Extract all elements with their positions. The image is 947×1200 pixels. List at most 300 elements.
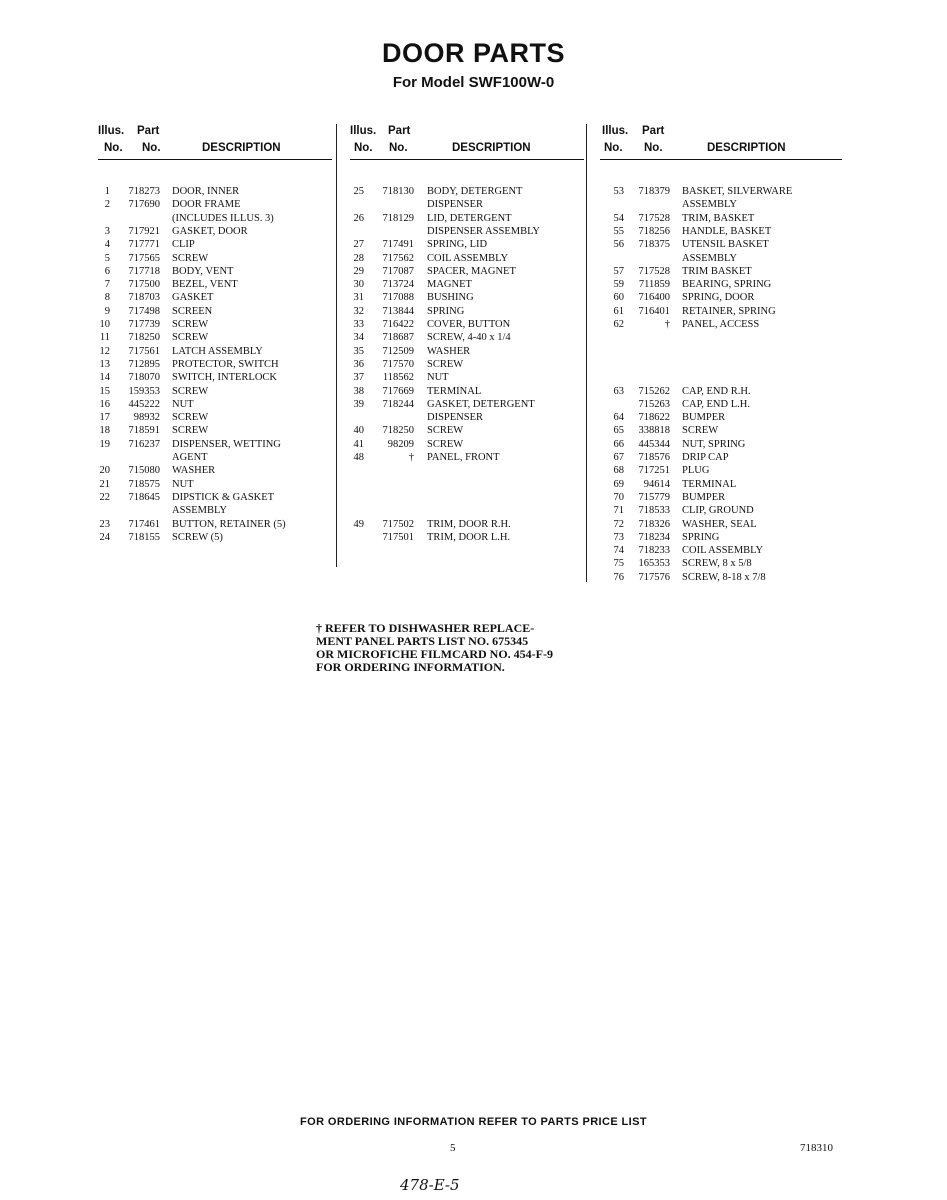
part-number: 98209 — [387, 438, 414, 450]
parts-row — [600, 291, 842, 304]
parts-row — [350, 252, 584, 265]
header-no-part: No. — [644, 142, 663, 154]
column-header — [98, 125, 332, 163]
parts-row — [98, 531, 332, 544]
part-description: SCREW, 8-18 x 7/8 — [682, 571, 766, 583]
part-description: DRIP CAP — [682, 452, 729, 463]
header-illus: Illus. — [98, 125, 125, 137]
illus-number: 2 — [104, 199, 110, 211]
illus-number: 26 — [353, 212, 364, 224]
parts-row — [98, 478, 332, 491]
parts-row — [350, 451, 584, 464]
parts-row — [98, 358, 332, 371]
parts-row — [98, 518, 332, 531]
header-rule — [98, 159, 332, 160]
illus-number: 3 — [104, 225, 110, 237]
part-number: 717570 — [382, 358, 414, 370]
parts-row — [350, 185, 584, 198]
parts-row — [350, 198, 584, 211]
part-description: BUMPER — [682, 491, 726, 503]
part-description: SWITCH, INTERLOCK — [172, 372, 277, 384]
part-number: 718375 — [638, 239, 670, 251]
header-description: DESCRIPTION — [707, 142, 786, 154]
part-description: GASKET, DETERGENT — [427, 398, 535, 410]
part-description: SPRING — [427, 305, 465, 317]
part-number: 718130 — [382, 186, 414, 197]
part-number: 718250 — [382, 425, 414, 437]
header-description: DESCRIPTION — [452, 142, 531, 154]
part-number: 717500 — [128, 279, 160, 291]
illus-number: 71 — [613, 505, 624, 517]
parts-row — [350, 212, 584, 225]
part-number: 717087 — [382, 265, 414, 277]
illus-number: 18 — [99, 425, 110, 437]
illus-number: 37 — [353, 372, 364, 384]
parts-row — [98, 438, 332, 451]
part-number: 717739 — [128, 319, 160, 330]
part-number: 715263 — [638, 398, 670, 410]
parts-row — [98, 198, 332, 211]
parts-row — [350, 371, 584, 384]
parts-row — [600, 544, 842, 557]
part-description: TRIM, DOOR L.H. — [427, 531, 511, 543]
illus-number: 32 — [353, 305, 364, 317]
parts-row — [600, 424, 842, 437]
header-part: Part — [642, 125, 665, 137]
part-description: WASHER — [427, 345, 471, 357]
illus-number: 25 — [353, 186, 364, 197]
parts-row — [350, 398, 584, 411]
illus-number: 17 — [99, 412, 110, 424]
parts-row — [350, 265, 584, 278]
header-illus: Illus. — [350, 125, 377, 137]
parts-row — [98, 504, 332, 517]
illus-number: 61 — [613, 305, 624, 317]
parts-row — [600, 518, 842, 531]
illus-number: 63 — [613, 385, 624, 397]
illus-number: 16 — [99, 398, 110, 410]
part-description: SCREW, 8 x 5/8 — [682, 558, 752, 570]
part-number: 165353 — [638, 558, 670, 570]
illus-number: 6 — [104, 265, 110, 277]
illus-number: 11 — [99, 332, 110, 344]
illus-number: 60 — [613, 292, 624, 304]
part-description: DOOR, INNER — [172, 186, 240, 197]
parts-row — [600, 238, 842, 251]
part-number: 718250 — [128, 332, 160, 344]
part-description: SCREW — [172, 412, 209, 424]
parts-row — [350, 518, 584, 531]
part-description: DIPSTICK & GASKET — [172, 491, 275, 503]
part-description: TERMINAL — [427, 385, 482, 397]
header-part: Part — [137, 125, 160, 137]
part-description: SPACER, MAGNET — [427, 265, 516, 277]
part-description: SCREW, 4-40 x 1/4 — [427, 332, 511, 344]
part-number: 159353 — [128, 385, 160, 397]
parts-row — [98, 424, 332, 437]
part-description: SCREW — [427, 358, 464, 370]
header-description: DESCRIPTION — [202, 142, 281, 154]
part-number: 718533 — [638, 505, 670, 517]
parts-row — [98, 385, 332, 398]
part-description: SCREW — [427, 425, 464, 437]
page-title: DOOR PARTS — [381, 38, 565, 68]
part-description: COVER, BUTTON — [427, 319, 511, 330]
part-number: 718326 — [638, 518, 670, 530]
part-number: 711859 — [638, 279, 670, 291]
parts-row — [600, 318, 842, 331]
column-divider-2 — [586, 124, 587, 582]
part-number: 717528 — [638, 212, 670, 224]
part-description: PROTECTOR, SWITCH — [172, 358, 279, 370]
part-description: (INCLUDES ILLUS. 3) — [172, 212, 274, 224]
parts-row — [350, 305, 584, 318]
part-number: 717498 — [128, 305, 160, 317]
part-description: SPRING — [682, 531, 720, 543]
illus-number: 23 — [99, 518, 110, 530]
parts-row — [600, 491, 842, 504]
part-number: 98932 — [133, 412, 160, 424]
parts-row — [98, 185, 332, 198]
part-description: DOOR FRAME — [172, 199, 241, 211]
part-description: COIL ASSEMBLY — [682, 545, 764, 557]
parts-row — [600, 212, 842, 225]
column-header — [600, 125, 842, 163]
parts-row — [600, 571, 842, 584]
part-description: SCREW — [427, 438, 464, 450]
header-no-part: No. — [389, 142, 408, 154]
parts-row — [98, 491, 332, 504]
header-no-illus: No. — [604, 142, 623, 154]
part-number: 718687 — [382, 332, 414, 344]
part-description: COIL ASSEMBLY — [427, 252, 509, 264]
illus-number: 4 — [104, 239, 110, 251]
part-description: SCREW — [172, 319, 209, 330]
page-number: 5 — [450, 1142, 456, 1154]
illus-number: 65 — [613, 425, 624, 437]
part-description: DISPENSER — [427, 412, 484, 424]
part-number: 717491 — [382, 239, 414, 251]
part-description: NUT, SPRING — [682, 438, 746, 450]
parts-row — [350, 531, 584, 544]
part-description: BEZEL, VENT — [172, 279, 238, 291]
illus-number: 27 — [353, 239, 364, 251]
part-number: 713724 — [382, 279, 414, 291]
parts-row — [350, 225, 584, 238]
part-number: 338818 — [638, 425, 670, 437]
part-number: 718591 — [128, 425, 160, 437]
part-description: MAGNET — [427, 279, 472, 291]
part-description: PANEL, FRONT — [427, 452, 500, 463]
ordering-note: † REFER TO DISHWASHER REPLACE- MENT PANEL PARTS LIST NO. 675345 OR MICROFICHE FILMCARD NO. 454-F-9 FOR ORDERING INFORMATION. — [316, 621, 553, 674]
illus-number: 7 — [104, 279, 110, 291]
part-description: BUTTON, RETAINER (5) — [172, 518, 286, 530]
handwritten-note: 478-E-5 — [400, 1176, 460, 1194]
part-number: 717669 — [382, 385, 414, 397]
part-description: SCREW — [172, 332, 209, 344]
illus-number: 8 — [104, 292, 110, 304]
illus-number: 73 — [613, 531, 624, 543]
ordering-footer: FOR ORDERING INFORMATION REFER TO PARTS PRICE LIST — [300, 1116, 647, 1128]
parts-row — [98, 464, 332, 477]
part-number: 716237 — [128, 438, 160, 450]
header-rule — [600, 159, 842, 160]
header-illus: Illus. — [602, 125, 629, 137]
parts-row — [98, 305, 332, 318]
parts-row — [98, 345, 332, 358]
parts-row — [98, 278, 332, 291]
part-description: SCREW — [172, 252, 209, 264]
part-number: 717771 — [128, 239, 160, 251]
parts-row — [600, 398, 842, 411]
part-description: LATCH ASSEMBLY — [172, 345, 263, 357]
parts-row — [600, 451, 842, 464]
illus-number: 28 — [353, 252, 364, 264]
parts-row — [350, 358, 584, 371]
part-number: 717251 — [638, 465, 670, 477]
part-description: ASSEMBLY — [172, 505, 227, 517]
illus-number: 39 — [353, 398, 364, 410]
illus-number: 54 — [613, 212, 624, 224]
part-number: 718233 — [638, 545, 670, 557]
part-number: 718622 — [638, 412, 670, 424]
illus-number: 74 — [613, 545, 624, 557]
part-number: 717561 — [128, 345, 160, 357]
illus-number: 36 — [353, 358, 364, 370]
illus-number: 22 — [99, 491, 110, 503]
part-description: SPRING, LID — [427, 239, 488, 251]
parts-column-3 — [600, 125, 842, 583]
parts-row — [350, 438, 584, 451]
part-number: 717562 — [382, 252, 414, 264]
part-description: SCREW — [682, 425, 719, 437]
part-description: NUT — [427, 372, 449, 384]
illus-number: 40 — [353, 425, 364, 437]
parts-row — [98, 291, 332, 304]
part-number: 713844 — [382, 305, 414, 317]
part-description: GASKET — [172, 292, 214, 304]
part-description: ASSEMBLY — [682, 199, 737, 211]
part-description: UTENSIL BASKET — [682, 239, 769, 251]
part-description: DISPENSER — [427, 199, 484, 211]
illus-number: 21 — [99, 478, 110, 490]
illus-number: 15 — [99, 385, 110, 397]
parts-row — [98, 398, 332, 411]
illus-number: 20 — [99, 465, 110, 477]
part-description: HANDLE, BASKET — [682, 225, 772, 237]
part-number: 718070 — [128, 372, 160, 384]
header-rule — [350, 159, 584, 160]
parts-row — [600, 504, 842, 517]
illus-number: 57 — [613, 265, 624, 277]
part-number: 718129 — [382, 212, 414, 224]
part-number: 715262 — [638, 385, 670, 397]
illus-number: 62 — [613, 319, 624, 330]
part-number: 118562 — [382, 372, 414, 384]
page-subtitle: For Model SWF100W-0 — [392, 74, 555, 91]
parts-row — [600, 557, 842, 570]
illus-number: 56 — [613, 239, 624, 251]
parts-row — [600, 305, 842, 318]
illus-number: 67 — [613, 452, 624, 463]
parts-row — [98, 225, 332, 238]
parts-row — [98, 318, 332, 331]
part-number: 717501 — [382, 531, 414, 543]
parts-row — [98, 451, 332, 464]
illus-number: 66 — [613, 438, 624, 450]
illus-number: 72 — [613, 518, 624, 530]
part-number: 718273 — [128, 186, 160, 197]
illus-number: 49 — [353, 518, 364, 530]
part-number: 717718 — [128, 265, 160, 277]
part-description: TERMINAL — [682, 478, 737, 490]
illus-number: 55 — [613, 225, 624, 237]
part-description: ASSEMBLY — [682, 252, 737, 264]
part-description: SCREW — [172, 425, 209, 437]
illus-number: 68 — [613, 465, 624, 477]
part-description: SCREEN — [172, 305, 213, 317]
parts-row — [350, 411, 584, 424]
part-description: BASKET, SILVERWARE — [682, 186, 793, 197]
part-number: 715080 — [128, 465, 160, 477]
parts-row — [350, 291, 584, 304]
parts-row — [350, 238, 584, 251]
part-description: BUMPER — [682, 412, 726, 424]
parts-row — [600, 464, 842, 477]
illus-number: 12 — [99, 345, 110, 357]
parts-row — [600, 531, 842, 544]
header-no-illus: No. — [354, 142, 373, 154]
part-description: NUT — [172, 478, 194, 490]
parts-column-1 — [98, 125, 332, 543]
part-number: 716400 — [638, 292, 670, 304]
header-no-part: No. — [142, 142, 161, 154]
part-number: 718645 — [128, 491, 160, 503]
part-number: 716422 — [382, 319, 414, 330]
illus-number: 34 — [353, 332, 364, 344]
part-number: 718576 — [638, 452, 670, 463]
part-description: DISPENSER, WETTING — [172, 438, 281, 450]
parts-row — [350, 424, 584, 437]
illus-number: 38 — [353, 385, 364, 397]
parts-row — [350, 278, 584, 291]
part-number: 717921 — [128, 225, 160, 237]
part-description: SPRING, DOOR — [682, 292, 755, 304]
illus-number: 24 — [99, 531, 110, 543]
parts-row — [600, 198, 842, 211]
parts-row — [600, 185, 842, 198]
part-description: BEARING, SPRING — [682, 279, 772, 291]
illus-number: 64 — [613, 412, 624, 424]
part-description: LID, DETERGENT — [427, 212, 512, 224]
parts-column-2 — [350, 125, 584, 543]
part-number: 718244 — [382, 398, 414, 410]
illus-number: 76 — [613, 571, 624, 583]
parts-row — [98, 411, 332, 424]
part-number: 717502 — [382, 518, 414, 530]
parts-row — [600, 265, 842, 278]
illus-number: 69 — [613, 478, 624, 490]
illus-number: 35 — [353, 345, 364, 357]
illus-number: 14 — [99, 372, 110, 384]
parts-row — [600, 385, 842, 398]
parts-row — [350, 318, 584, 331]
part-description: CAP, END L.H. — [682, 398, 750, 410]
parts-row — [600, 278, 842, 291]
part-number: 717088 — [382, 292, 414, 304]
part-description: TRIM, DOOR R.H. — [427, 518, 511, 530]
part-number: 712895 — [128, 358, 160, 370]
illus-number: 31 — [353, 292, 364, 304]
part-number: † — [664, 319, 670, 330]
part-description: DISPENSER ASSEMBLY — [427, 225, 541, 237]
parts-row — [98, 238, 332, 251]
document-number: 718310 — [800, 1142, 833, 1154]
illus-number: 59 — [613, 279, 624, 291]
part-description: TRIM, BASKET — [682, 212, 755, 224]
part-description: SCREW — [172, 385, 209, 397]
part-number: 717565 — [128, 252, 160, 264]
part-description: TRIM BASKET — [682, 265, 752, 277]
part-number: 718703 — [128, 292, 160, 304]
parts-row — [350, 345, 584, 358]
part-number: 718155 — [128, 531, 160, 543]
part-description: CLIP — [172, 239, 195, 251]
parts-row — [600, 438, 842, 451]
part-number: 94614 — [643, 478, 670, 490]
part-description: BODY, DETERGENT — [427, 186, 523, 197]
part-number: 717528 — [638, 265, 670, 277]
part-description: NUT — [172, 398, 194, 410]
header-part: Part — [388, 125, 411, 137]
illus-number: 33 — [353, 319, 364, 330]
column-divider-1 — [336, 124, 337, 567]
parts-row — [98, 252, 332, 265]
parts-row — [600, 478, 842, 491]
part-number: 717690 — [128, 199, 160, 211]
illus-number: 41 — [353, 438, 364, 450]
parts-row — [98, 212, 332, 225]
part-number: 717576 — [638, 571, 670, 583]
column-header — [350, 125, 584, 163]
illus-number: 1 — [104, 186, 110, 197]
part-description: SCREW (5) — [172, 531, 223, 543]
part-description: PANEL, ACCESS — [682, 319, 760, 330]
illus-number: 48 — [353, 452, 364, 463]
parts-row — [350, 385, 584, 398]
part-number: 716401 — [638, 305, 670, 317]
part-number: 445344 — [638, 438, 670, 450]
part-description: GASKET, DOOR — [172, 225, 248, 237]
parts-row — [350, 331, 584, 344]
part-number: 712509 — [382, 345, 414, 357]
parts-row — [98, 265, 332, 278]
part-description: WASHER, SEAL — [682, 518, 757, 530]
illus-number: 5 — [104, 252, 110, 264]
part-number: 715779 — [638, 491, 670, 503]
part-description: BODY, VENT — [172, 265, 234, 277]
part-description: CAP, END R.H. — [682, 385, 751, 397]
illus-number: 70 — [613, 491, 624, 503]
part-number: 718575 — [128, 478, 160, 490]
part-description: PLUG — [682, 465, 710, 477]
parts-row — [600, 252, 842, 265]
part-number: 718234 — [638, 531, 670, 543]
illus-number: 13 — [99, 358, 110, 370]
part-description: AGENT — [172, 452, 208, 463]
illus-number: 29 — [353, 265, 364, 277]
parts-row — [600, 411, 842, 424]
